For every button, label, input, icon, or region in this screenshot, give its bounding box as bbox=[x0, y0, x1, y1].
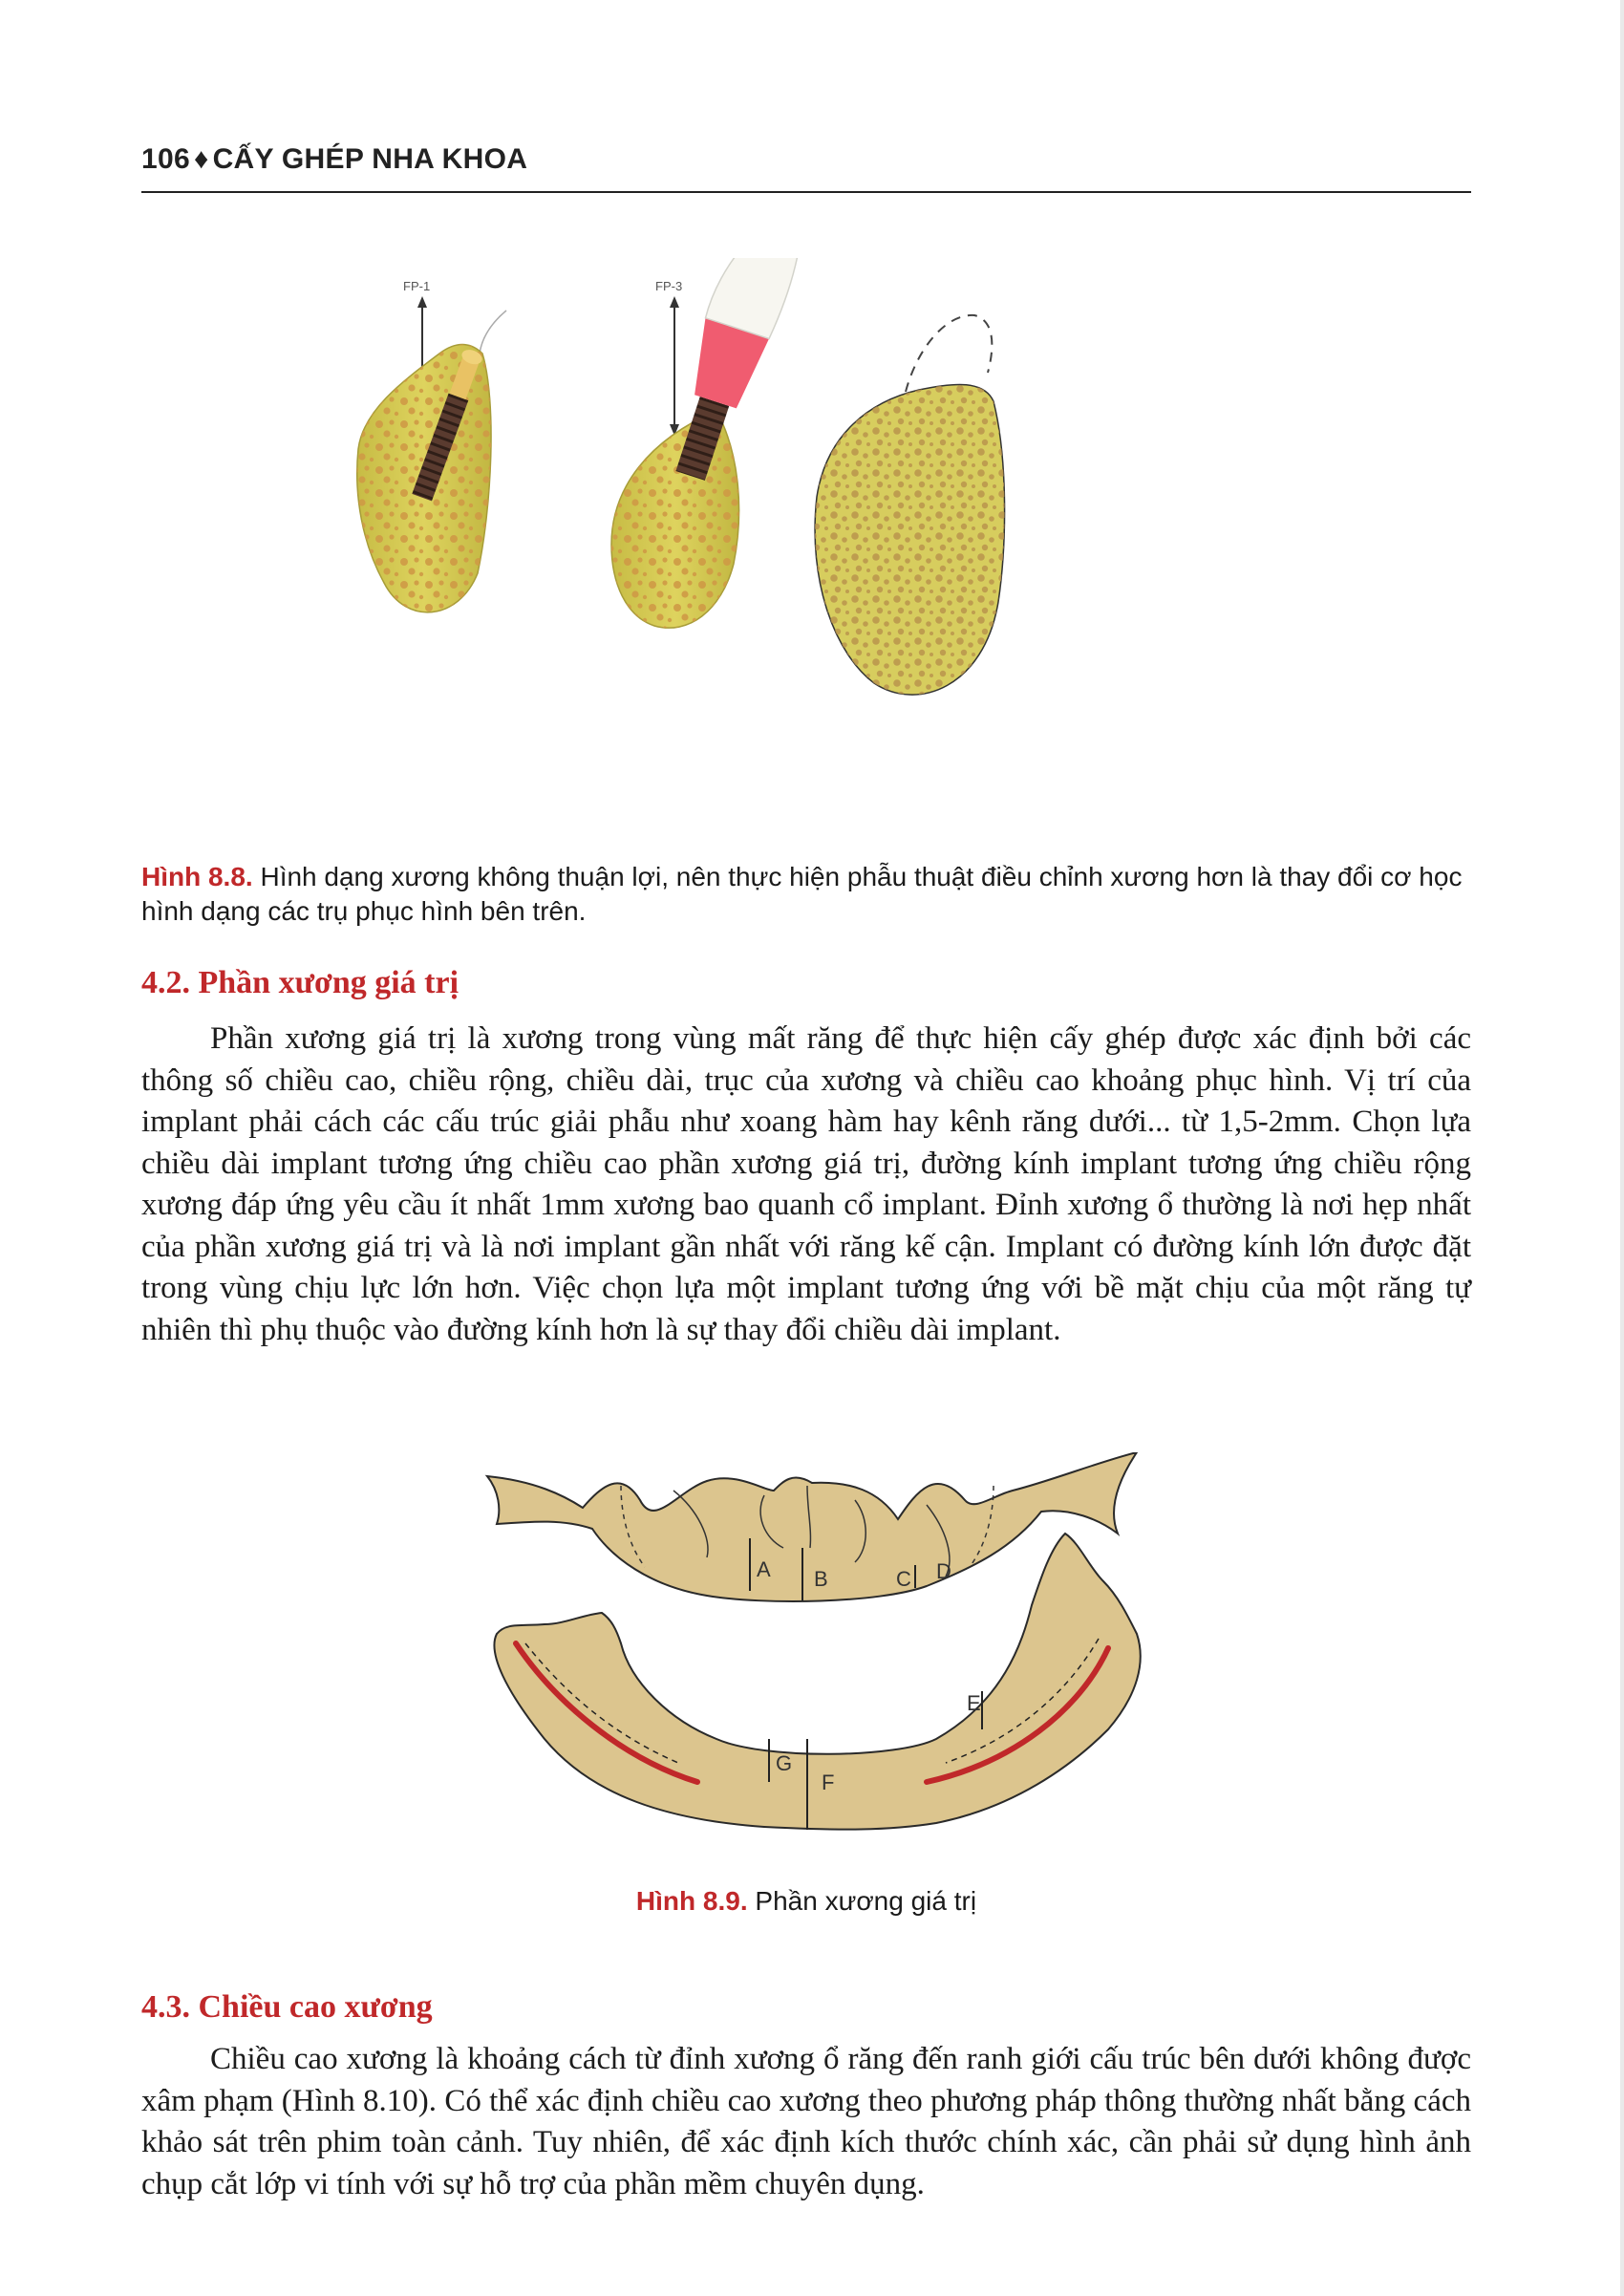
section-4-3-heading: 4.3. Chiều cao xương bbox=[141, 1989, 433, 2025]
marker-d: D bbox=[936, 1559, 951, 1583]
figure-8-9 bbox=[478, 1452, 1165, 1863]
fp3-panel bbox=[611, 258, 814, 628]
marker-g: G bbox=[776, 1751, 793, 1775]
marker-c: C bbox=[896, 1567, 911, 1591]
fp1-label: FP-1 bbox=[403, 279, 431, 293]
figure-8-8-label: Hình 8.8. bbox=[141, 862, 253, 891]
section-4-3-paragraph: Chiều cao xương là khoảng cách từ đỉnh xương ổ răng đến ranh giới cấu trúc bên dưới không được xâm phạm (Hình 8.10). Có thể xác định chiều cao xương theo phương pháp thông thường nhất bằng cách khảo sát trên phim toàn cảnh. Tuy nhiên, để xác định kích thước chính xác, cần phải sử dụng hình ảnh chụp cắt lớp vi tính với sự hỗ trợ của phần mềm chuyên dụng. bbox=[141, 2042, 1471, 2201]
section-4-2-heading: 4.2. Phần xương giá trị bbox=[141, 965, 459, 1000]
fp1-panel bbox=[357, 279, 506, 612]
figure-8-8 bbox=[325, 258, 1261, 831]
figure-8-9-label: Hình 8.9. bbox=[635, 1886, 748, 1916]
diamond-separator: ♦ bbox=[193, 143, 209, 175]
marker-e: E bbox=[967, 1691, 981, 1715]
marker-a: A bbox=[757, 1557, 771, 1581]
bone-outline-panel bbox=[815, 315, 1005, 695]
running-header bbox=[141, 143, 1471, 193]
marker-b: B bbox=[814, 1567, 828, 1591]
book-title: CẤY GHÉP NHA KHOA bbox=[212, 143, 528, 175]
figure-8-9-caption bbox=[141, 1884, 1471, 1919]
figure-8-8-caption bbox=[141, 860, 1471, 929]
marker-f: F bbox=[822, 1770, 835, 1794]
figure-8-9-caption-text: Phần xương giá trị bbox=[755, 1886, 977, 1916]
dashed-tooth-outline bbox=[906, 315, 992, 392]
maxilla bbox=[487, 1452, 1137, 1601]
page-number: 106 bbox=[141, 143, 190, 175]
fp3-label: FP-3 bbox=[655, 279, 683, 293]
page-edge bbox=[1620, 0, 1624, 2296]
figure-8-8-caption-text: Hình dạng xương không thuận lợi, nên thực hiện phẫu thuật điều chỉnh xương hơn là thay đổi cơ học hình dạng các trụ phục hình bên trên. bbox=[141, 862, 1463, 926]
section-4-2-paragraph: Phần xương giá trị là xương trong vùng mất răng để thực hiện cấy ghép được xác định bởi các thông số chiều cao, chiều rộng, chiều dài, trục của xương và chiều cao khoảng phục hình. Vị trí của implant phải cách các cấu trúc giải phẫu như xoang hàm hay kênh răng dưới... từ 1,5-2mm. Chọn lựa chiều dài implant tương ứng chiều cao phần xương giá trị, đường kính implant tương ứng chiều rộng xương đáp ứng yêu cầu ít nhất 1mm xương bao quanh cổ implant. Đỉnh xương ổ thường là nơi hẹp nhất của phần xương giá trị và là nơi implant gần nhất với răng kế cận. Implant có đường kính lớn được đặt trong vùng chịu lực lớn hơn. Việc chọn lựa một implant tương ứng với bề mặt chịu của một răng tự nhiên thì phụ thuộc vào đường kính hơn là sự thay đổi chiều dài implant. bbox=[141, 1021, 1471, 1347]
